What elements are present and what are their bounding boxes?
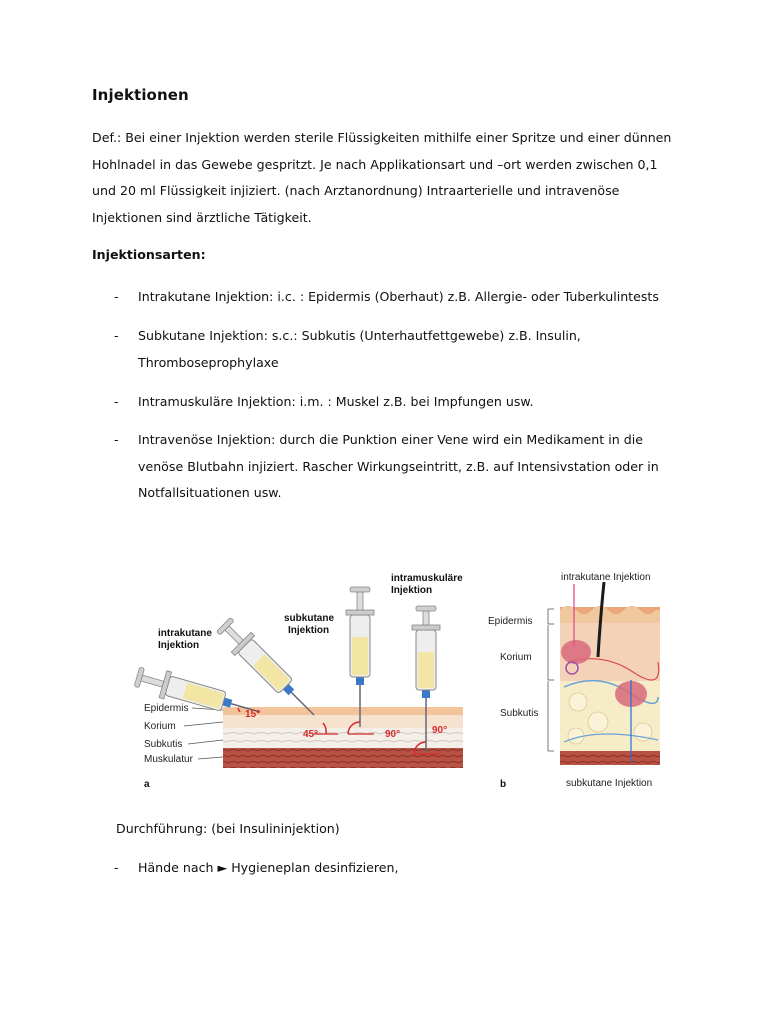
panel-b-layer-label: Subkutis — [500, 708, 539, 719]
bullet-dash: - — [114, 394, 119, 409]
layer-label-epidermis: Epidermis — [144, 703, 189, 714]
list-item-line: Intramuskuläre Injektion: i.m. : Muskel z.B. bei Impfungen usw. — [138, 394, 534, 409]
definition-line: Injektionen sind ärztliche Tätigkeit. — [92, 209, 312, 225]
panel-b-bottom-label: subkutane Injektion — [566, 778, 653, 789]
list-item-line: Notfallsituationen usw. — [138, 485, 282, 500]
types-heading: Injektionsarten: — [92, 247, 206, 262]
list-item-line: venöse Blutbahn injiziert. Rascher Wirkungseintritt, z.B. auf Intensivstation oder in — [138, 458, 659, 474]
layer-label-korium: Korium — [144, 721, 176, 732]
list-item-line: Intravenöse Injektion: durch die Punktion einer Vene wird ein Medikament in die — [138, 432, 643, 447]
procedure-item-text: Hände nach ► Hygieneplan desinfizieren, — [138, 860, 399, 875]
panel-b-layer-label: Korium — [500, 652, 532, 663]
bullet-dash: - — [114, 860, 119, 875]
angle-label: 90° — [385, 729, 401, 740]
fat-lobule — [569, 693, 587, 711]
definition-line: Hohlnadel in das Gewebe gespritzt. Je nach Applikationsart und –ort werden zwischen 0,1 — [92, 156, 658, 172]
label-intrakutan: Injektion — [158, 640, 200, 651]
bullet-dash: - — [114, 289, 119, 304]
list-item-line: Subkutane Injektion: s.c.: Subkutis (Unterhautfettgewebe) z.B. Insulin, — [138, 328, 581, 343]
panel-b-muscle — [560, 751, 660, 765]
muskulatur-layer — [223, 748, 463, 768]
page-title: Injektionen — [92, 86, 189, 104]
panel-b-top-label: intrakutane Injektion — [561, 572, 651, 583]
leader-line — [184, 722, 223, 726]
layer-label-subkutis: Subkutis — [144, 739, 183, 750]
angle-label: 15° — [245, 709, 261, 720]
bullet-dash: - — [114, 328, 119, 343]
layer-label-muskulatur: Muskulatur — [144, 754, 193, 765]
syringe-subkutan-90 — [346, 587, 374, 727]
panel-b-label: b — [500, 779, 507, 790]
leader-line — [188, 740, 223, 744]
label-intrakutan: intrakutane — [158, 628, 212, 639]
injection-figure — [128, 562, 676, 800]
angle-label: 45° — [303, 729, 319, 740]
label-subkutan: Injektion — [288, 625, 330, 636]
label-intramuskulaer: intramuskuläre — [391, 573, 463, 584]
list-item-line: Thromboseprophylaxe — [138, 354, 279, 370]
panel-b-layer-label: Epidermis — [488, 616, 533, 627]
panel-b — [488, 572, 660, 790]
definition-paragraph — [92, 125, 692, 231]
angle-label: 90° — [432, 725, 448, 736]
panel-a-label: a — [144, 779, 150, 790]
intrakutan-bleb — [561, 640, 591, 664]
bullet-dash: - — [114, 432, 119, 447]
label-subkutan: subkutane — [284, 613, 335, 624]
definition-line: Def.: Bei einer Injektion werden sterile Flüssigkeiten mithilfe einer Spritze und einer dünnen — [92, 130, 672, 145]
label-intramuskulaer: Injektion — [391, 585, 433, 596]
procedure-heading: Durchführung: (bei Insulininjektion) — [116, 821, 340, 836]
list-item-line: Intrakutane Injektion: i.c. : Epidermis (Oberhaut) z.B. Allergie- oder Tuberkulintests — [138, 289, 659, 304]
fat-lobule — [588, 712, 608, 732]
subkutis-layer — [223, 728, 463, 748]
panel-a — [133, 573, 463, 790]
definition-line: und 20 ml Flüssigkeit injiziert. (nach Arztanordnung) Intraarterielle und intravenöse — [92, 183, 620, 198]
leader-line — [198, 757, 223, 759]
